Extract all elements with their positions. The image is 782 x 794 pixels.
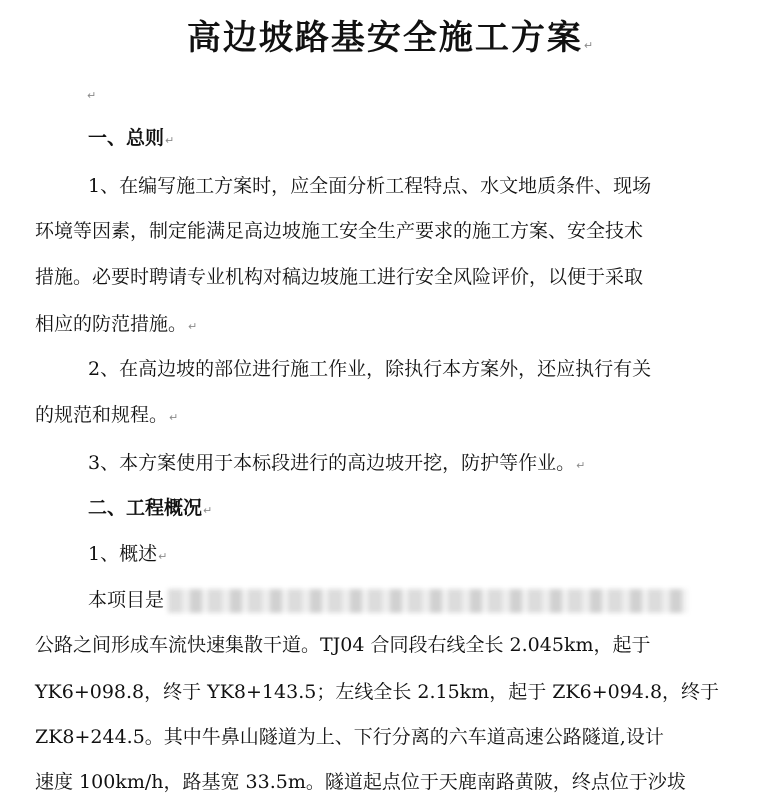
- heading-general: 一、总则↵: [88, 127, 175, 149]
- body-line: 环境等因素，制定能满足高边坡施工安全生产要求的施工方案、安全技术: [35, 220, 644, 242]
- paragraph-mark-icon: ↵: [583, 39, 596, 52]
- body-line: 相应的防范措施。↵: [35, 313, 198, 335]
- body-line: 1、在编写施工方案时，应全面分析工程特点、水文地质条件、现场: [88, 175, 652, 197]
- document-title-text: 高边坡路基安全施工方案: [186, 18, 583, 58]
- body-line: 措施。必要时聘请专业机构对稿边坡施工进行安全风险评价，以便于采取: [35, 266, 644, 288]
- body-line: YK6+098.8，终于 YK8+143.5；左线全长 2.15km，起于 ZK6+094.8，终于: [35, 681, 720, 703]
- paragraph-mark-icon: ↵: [188, 320, 198, 333]
- body-line: 的规范和规程。↵: [35, 404, 179, 426]
- paragraph-mark-icon: ↵: [576, 459, 586, 472]
- body-line: 1、概述↵: [88, 543, 168, 565]
- document-title: [0, 14, 782, 70]
- paragraph-mark-icon: ↵: [165, 134, 175, 147]
- paragraph-mark-icon: ↵: [169, 411, 179, 424]
- body-line: 3、本方案使用于本标段进行的高边坡开挖，防护等作业。↵: [88, 452, 586, 474]
- paragraph-mark-icon: ↵: [203, 504, 213, 517]
- heading-project-overview: 二、工程概况↵: [88, 497, 213, 519]
- body-line: ZK8+244.5。其中牛鼻山隧道为上、下行分离的六车道高速公路隧道,设计: [35, 726, 664, 748]
- body-line: 本项目是: [88, 588, 688, 613]
- paragraph-mark-icon: ↵: [87, 89, 97, 102]
- body-line: 公路之间形成车流快速集散干道。TJ04 合同段右线全长 2.045km，起于: [35, 634, 651, 656]
- body-line: 速度 100km/h，路基宽 33.5m。隧道起点位于天鹿南路黄陂，终点位于沙坺: [35, 771, 686, 793]
- body-line: 2、在高边坡的部位进行施工作业，除执行本方案外，还应执行有关: [88, 358, 652, 380]
- paragraph-mark-icon: ↵: [158, 550, 168, 563]
- empty-paragraph: [86, 84, 96, 104]
- redacted-text-blur: [168, 589, 688, 613]
